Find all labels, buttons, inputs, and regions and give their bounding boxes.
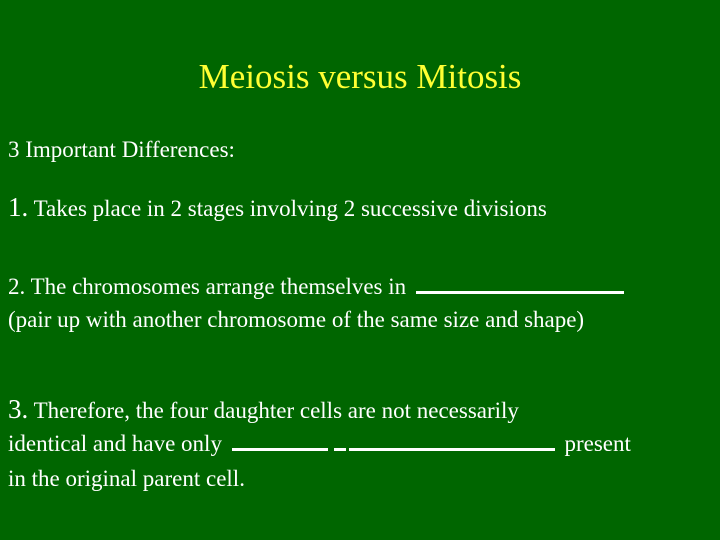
point-1-text: Takes place in 2 stages involving 2 successive divisions: [33, 196, 547, 221]
point-3-text-line-2: identical and have only: [8, 431, 222, 456]
point-3-number: 3.: [8, 394, 29, 424]
point-1: [8, 193, 547, 223]
point-2-line-1: [8, 273, 628, 301]
intro-text: [8, 136, 235, 164]
fill-in-blank-2-part-1: [232, 448, 328, 451]
point-3-line-1: [8, 395, 519, 425]
slide-title: Meiosis versus Mitosis: [198, 57, 522, 96]
point-2-detail: (pair up with another chromosome of the same size and shape): [8, 307, 585, 332]
point-3-text-line-3: in the original parent cell.: [8, 466, 245, 491]
fill-in-blank-1: [416, 291, 624, 294]
intro-label: 3 Important Differences:: [8, 137, 235, 162]
point-2-line-2: [8, 306, 584, 334]
fill-in-blank-2-part-2: [349, 448, 555, 451]
point-2-number: 2.: [8, 274, 26, 299]
point-3-line-2: [8, 430, 631, 458]
point-2-text: The chromosomes arrange themselves in: [30, 274, 407, 299]
point-3-line-3: [8, 465, 245, 493]
point-3-text-line-1: Therefore, the four daughter cells are not necessarily: [33, 398, 519, 423]
fill-in-blank-2-separator: [334, 448, 346, 451]
point-3-text-line-2-end: present: [564, 431, 631, 456]
point-1-number: 1.: [8, 192, 29, 222]
